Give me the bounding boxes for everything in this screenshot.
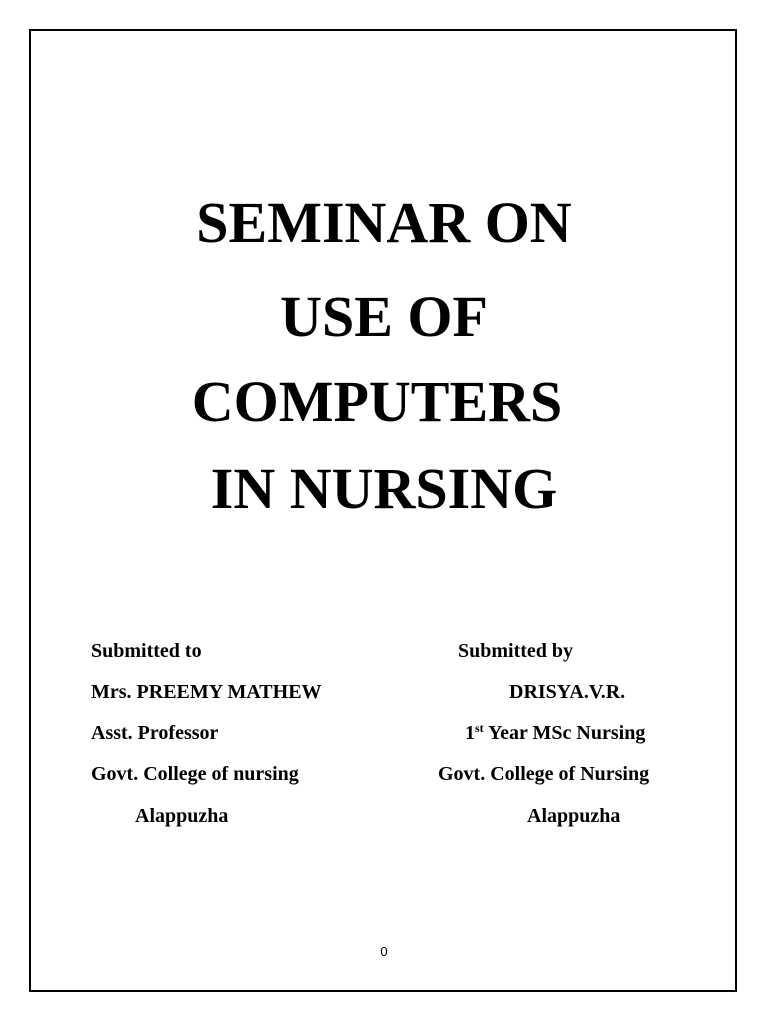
title-line-3: COMPUTERS	[191, 369, 563, 434]
submitted-by-name: DRISYA.V.R.	[509, 681, 626, 703]
title-line-4: IN NURSING	[210, 456, 558, 521]
submitted-to-heading: Submitted to	[91, 640, 202, 662]
page-number: 0	[380, 944, 388, 959]
submitted-to-name: Mrs. PREEMY MATHEW	[91, 681, 322, 703]
submitted-by-year	[465, 723, 645, 743]
year-number: 1	[465, 722, 475, 744]
submitted-by-institution: Govt. College of Nursing	[438, 763, 650, 785]
submitted-to-place: Alappuzha	[135, 805, 229, 827]
submitted-by-heading: Submitted by	[458, 640, 574, 662]
submitted-to-designation: Asst. Professor	[91, 722, 219, 744]
submitted-by-place: Alappuzha	[527, 805, 621, 827]
course-name: Year MSc Nursing	[487, 722, 646, 744]
title-line-1: SEMINAR ON	[196, 190, 572, 255]
title-line-2: USE OF	[280, 284, 488, 349]
submitted-to-institution: Govt. College of nursing	[91, 763, 299, 785]
year-suffix: st	[475, 721, 484, 735]
